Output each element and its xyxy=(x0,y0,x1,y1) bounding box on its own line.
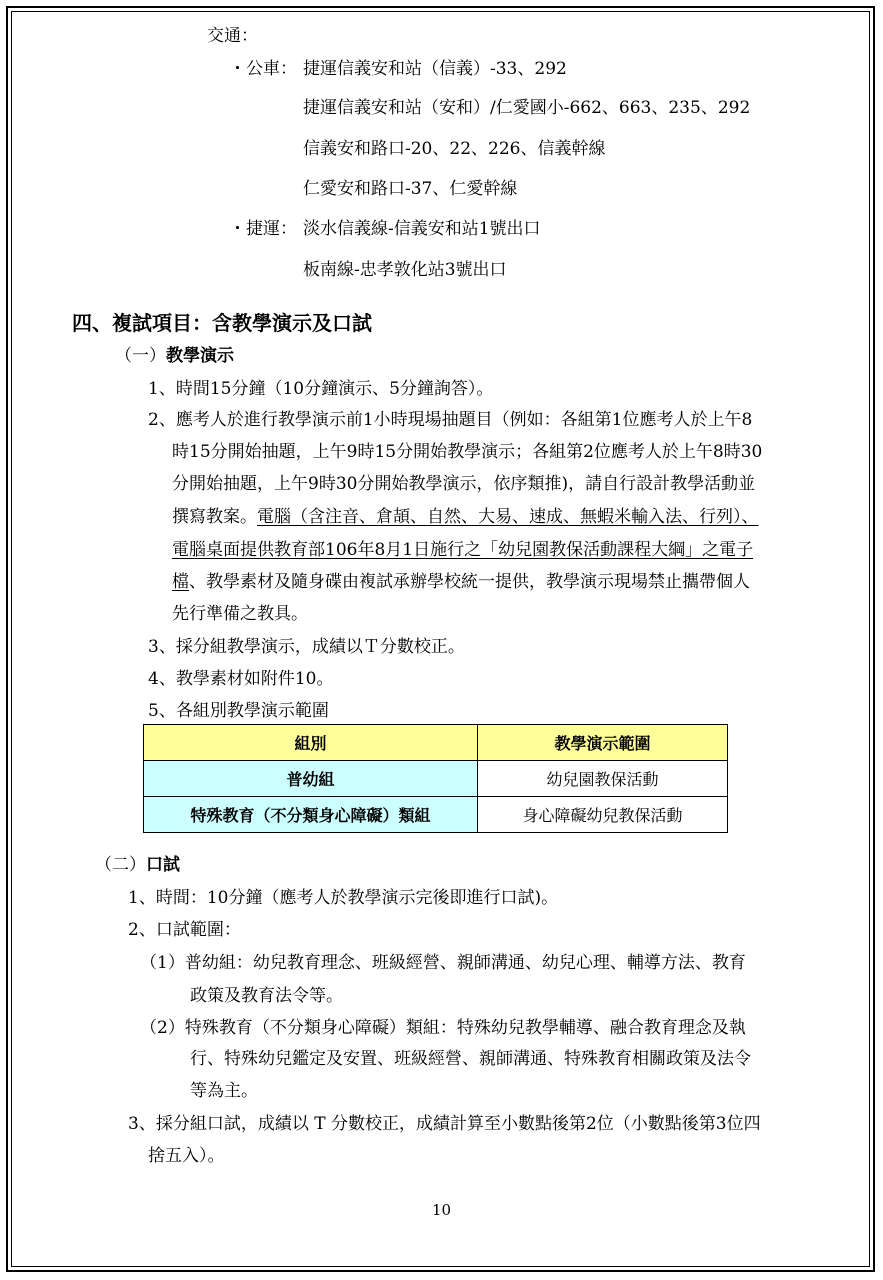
item2-plain-text: 、教學素材及隨身碟由複試承辦學校統一提供，教學演示現場禁止攜帶個人 xyxy=(189,572,750,592)
item2-underlined-text: 電腦（含注音、倉頡、自然、大易、速成、無蝦米輸入法、行列）、 xyxy=(257,507,759,527)
mrt-line: 板南線-忠孝敦化站3號出口 xyxy=(303,260,507,280)
table-cell-scope: 身心障礙幼兒教保活動 xyxy=(478,797,728,833)
table-cell-group: 普幼組 xyxy=(144,761,478,797)
part2-item2: 2、口試範圍： xyxy=(128,920,241,940)
part2-sub2-line: 行、特殊幼兒鑑定及安置、班級經營、親師溝通、特殊教育相關政策及法令 xyxy=(190,1049,751,1069)
part1-item2-line xyxy=(172,572,750,592)
part2-sub1-line: （1）普幼組：幼兒教育理念、班級經營、親師溝通、幼兒心理、輔導方法、教育 xyxy=(140,953,746,973)
table-cell-scope: 幼兒園教保活動 xyxy=(478,761,728,797)
part2-label: （二） xyxy=(95,855,146,875)
teaching-scope-table xyxy=(143,724,728,833)
item2-underlined-text: 檔 xyxy=(172,572,189,592)
table-row xyxy=(144,761,728,797)
part2-item1: 1、時間：10分鐘（應考人於教學演示完後即進行口試)。 xyxy=(128,888,559,908)
page-number: 10 xyxy=(431,1201,452,1219)
part2-sub2-line: 等為主。 xyxy=(190,1081,258,1101)
bus-label: ・公車： xyxy=(229,59,297,79)
table-row xyxy=(144,797,728,833)
part1-label: （一） xyxy=(115,346,166,366)
part1-item5: 5、各組別教學演示範圍 xyxy=(148,701,329,721)
bus-line: 捷運信義安和站（信義）-33、292 xyxy=(303,59,567,79)
bus-line: 捷運信義安和站（安和）/仁愛國小-662、663、235、292 xyxy=(303,98,751,118)
section-heading: 四、複試項目：含教學演示及口試 xyxy=(72,311,372,335)
part1-item4: 4、教學素材如附件10。 xyxy=(148,669,334,689)
part1-item3: 3、採分組教學演示，成績以Ｔ分數校正。 xyxy=(148,637,465,657)
part2-heading xyxy=(95,855,180,875)
table-header-row xyxy=(144,725,728,761)
table-cell-group: 特殊教育（不分類身心障礙）類組 xyxy=(144,797,478,833)
part1-item2-line: 先行準備之教具。 xyxy=(172,604,308,624)
mrt-label: ・捷運： xyxy=(229,219,297,239)
part1-item1: 1、時間15分鐘（10分鐘演示、5分鐘詢答）。 xyxy=(148,379,494,399)
part1-item2-line: 電腦桌面提供教育部106年8月1日施行之「幼兒園教保活動課程大綱」之電子 xyxy=(172,540,754,560)
item2-plain-text: 撰寫教案。 xyxy=(172,507,257,527)
table-header-cell: 組別 xyxy=(144,725,478,761)
part1-item2-line: 分開始抽題，上午9時30分開始教學演示，依序類推)，請自行設計教學活動並 xyxy=(172,474,756,494)
part2-sub2-line: （2）特殊教育（不分類身心障礙）類組：特殊幼兒教學輔導、融合教育理念及執 xyxy=(140,1018,746,1038)
transport-title: 交通： xyxy=(207,26,258,46)
part2-sub1-line: 政策及教育法令等。 xyxy=(190,986,343,1006)
part2-item3-line: 3、採分組口試，成績以 T 分數校正，成績計算至小數點後第2位（小數點後第3位四 xyxy=(128,1114,761,1134)
table-header-cell: 教學演示範圍 xyxy=(478,725,728,761)
part1-heading xyxy=(115,346,234,366)
part1-item2-line: 2、應考人於進行教學演示前1小時現場抽題目（例如：各組第1位應考人於上午8 xyxy=(148,410,753,430)
bus-line: 信義安和路口-20、22、226、信義幹線 xyxy=(303,139,606,159)
part1-title: 教學演示 xyxy=(166,346,234,366)
part2-title: 口試 xyxy=(146,855,180,875)
part2-item3-line: 捨五入）。 xyxy=(148,1146,225,1166)
mrt-line: 淡水信義線-信義安和站1號出口 xyxy=(303,219,541,239)
part1-item2-line: 時15分開始抽題，上午9時15分開始教學演示；各組第2位應考人於上午8時30 xyxy=(172,442,763,462)
part1-item2-line xyxy=(172,507,759,527)
bus-line: 仁愛安和路口-37、仁愛幹線 xyxy=(303,179,518,199)
